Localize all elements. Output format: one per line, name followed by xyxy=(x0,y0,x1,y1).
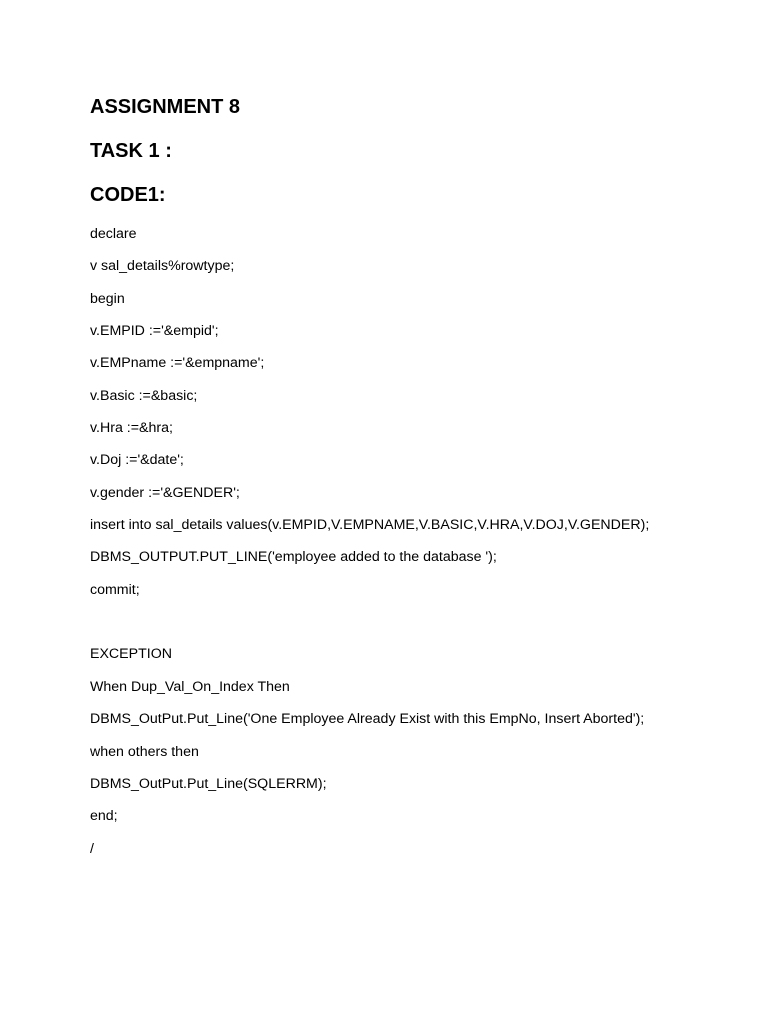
code-line: / xyxy=(90,840,94,857)
code-line: begin xyxy=(90,290,125,307)
code-line: insert into sal_details values(v.EMPID,V.EMPNAME,V.BASIC,V.HRA,V.DOJ,V.GENDER); xyxy=(90,517,650,534)
blank-line xyxy=(90,612,730,632)
code-line: v.Hra :=&hra; xyxy=(90,420,173,437)
code-line: DBMS_OutPut.Put_Line('One Employee Already Exist with this EmpNo, Insert Aborted'); xyxy=(90,711,645,728)
code-line: v.gender :='&GENDER'; xyxy=(90,484,240,501)
code-line: v.EMPname :='&empname'; xyxy=(90,355,265,372)
code-line: commit; xyxy=(90,581,140,598)
code-line: declare xyxy=(90,226,137,242)
code-line: end; xyxy=(90,808,118,825)
code-line: v.Basic :=&basic; xyxy=(90,387,198,404)
code-line: DBMS_OUTPUT.PUT_LINE('employee added to the database '); xyxy=(90,549,497,566)
code-block xyxy=(90,224,730,859)
code-line: when others then xyxy=(90,743,199,760)
code-line: DBMS_OutPut.Put_Line(SQLERRM); xyxy=(90,775,327,792)
document-content xyxy=(90,92,730,871)
code-line: v sal_details%rowtype; xyxy=(90,258,235,275)
task-heading: TASK 1 : xyxy=(90,140,172,162)
code-heading: CODE1: xyxy=(90,184,166,206)
code-line: When Dup_Val_On_Index Then xyxy=(90,678,290,695)
code-line: v.Doj :='&date'; xyxy=(90,452,184,469)
assignment-heading: ASSIGNMENT 8 xyxy=(90,96,241,118)
code-line: EXCEPTION xyxy=(90,646,172,663)
code-line: v.EMPID :='&empid'; xyxy=(90,323,219,340)
